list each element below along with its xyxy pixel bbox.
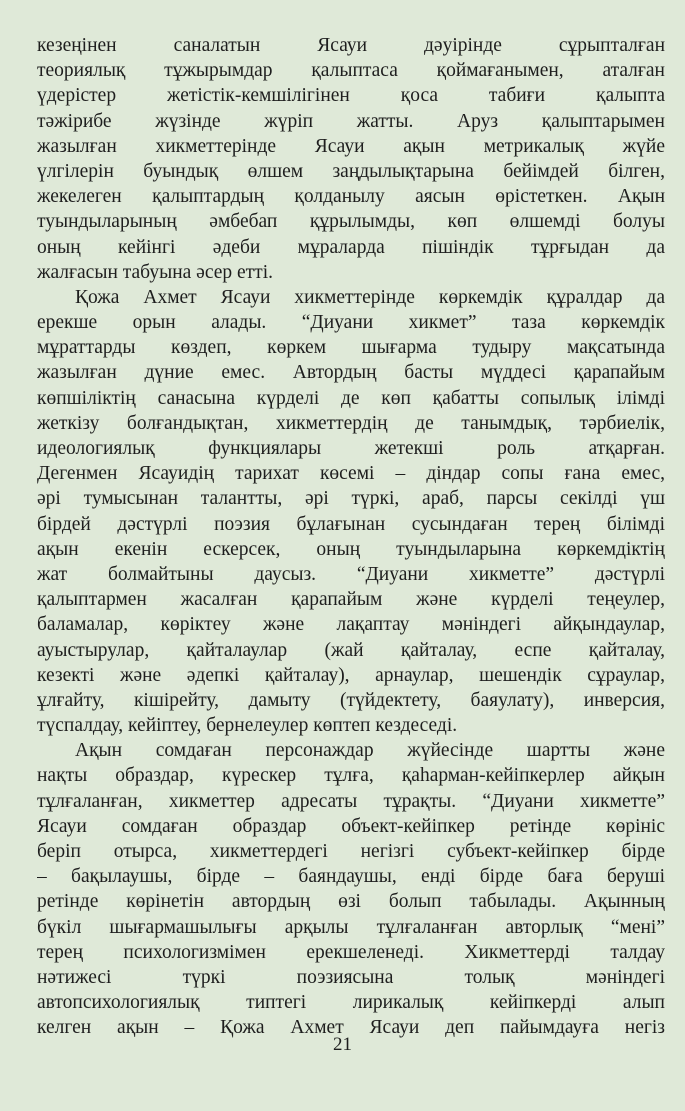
- text-line: бірдей дәстүрлі поэзия бұлағынан сусындаған терең білімді: [37, 513, 665, 535]
- text-line: нәтижесі түркі поэзиясына толық мәніндегі: [37, 966, 665, 988]
- text-line: Дегенмен Ясауидің тарихат көсемі – діндар сопы ғана емес,: [37, 463, 665, 485]
- paragraph: [37, 738, 665, 1040]
- text-line: үлгілерін буындық өлшем заңдылықтарына бейімдей білген,: [37, 160, 665, 182]
- page-number: 21: [333, 1034, 352, 1055]
- text-line: жалғасын табуына әсер етті.: [37, 261, 273, 283]
- text-line: терең психологизмімен ерекшеленеді. Хикметтерді талдау: [37, 941, 665, 963]
- text-line: келген ақын – Қожа Ахмет Ясауи деп пайымдауға негіз: [37, 1017, 665, 1039]
- text-line: нақты образдар, күрескер тұлға, қаһарман-кейіпкерлер айқын: [37, 765, 665, 787]
- text-line: ретінде көрінетін автордың өзі болып табылады. Ақынның: [37, 891, 665, 913]
- text-line: жазылған дүние емес. Автордың басты мүддесі қарапайым: [37, 362, 665, 384]
- text-line: Ақын сомдаған персонаждар жүйесінде шартты және: [75, 740, 665, 762]
- text-line: үдерістер жетістік-кемшілігінен қоса табиғи қалыпта: [37, 85, 665, 107]
- text-line: ерекше орын алады. “Диуани хикмет” таза көркемдік: [37, 312, 665, 334]
- text-line: ауыстырулар, қайталаулар (жай қайталау, еспе қайталау,: [37, 639, 665, 661]
- text-line: оның кейінгі әдеби мұраларда пішіндік тұрғыдан да: [37, 236, 665, 258]
- paragraph: [37, 33, 665, 285]
- text-line: кезекті және әдепкі қайталау), арнаулар, шешендік сұраулар,: [37, 664, 665, 686]
- text-line: тұлғаланған, хикметтер адресаты тұрақты. “Диуани хикметте”: [37, 790, 665, 812]
- text-line: жат болмайтыны даусыз. “Диуани хикметте” дәстүрлі: [37, 563, 665, 585]
- text-line: идеологиялық функциялары жетекші роль атқарған.: [37, 438, 665, 459]
- text-line: жеткізу болғандықтан, хикметтердің де танымдық, тәрбиелік,: [37, 412, 665, 434]
- paragraph: [37, 285, 665, 738]
- page-body: [37, 33, 665, 1041]
- text-line: тәжірибе жүзінде жүріп жатты. Аруз қалыптарымен: [37, 110, 665, 132]
- text-line: бүкіл шығармашылығы арқылы тұлғаланған авторлық “мені”: [37, 916, 665, 938]
- text-line: Ясауи сомдаған образдар объект-кейіпкер ретінде көрініс: [37, 815, 665, 837]
- text-line: беріп отырса, хикметтердегі негізгі субъект-кейіпкер бірде: [37, 841, 665, 862]
- text-line: жекелеген қалыптардың қолданылу аясын өрістеткен. Ақын: [37, 186, 665, 208]
- text-line: баламалар, көріктеу және лақаптау мәніндегі айқындаулар,: [37, 614, 665, 636]
- text-line: ақын екенін ескерсек, оның туындыларына көркемдіктің: [37, 538, 665, 560]
- text-line: – бақылаушы, бірде – баяндаушы, енді бірде баға беруші: [37, 866, 665, 888]
- text-line: туындыларының әмбебап құрылымды, көп өлшемді болуы: [37, 211, 665, 233]
- text-line: кезеңінен саналатын Ясауи дәуірінде сұрыпталған: [37, 35, 665, 56]
- text-line: қалыптармен жасалған қарапайым және күрделі теңеулер,: [37, 589, 665, 611]
- text-line: көпшіліктің санасына күрделі де көп қабатты сопылық ілімді: [37, 387, 665, 409]
- text-line: теориялық тұжырымдар қалыптаса қоймағанымен, аталған: [37, 60, 665, 82]
- text-line: автопсихологиялық типтегі лирикалық кейіпкерді алып: [37, 992, 665, 1014]
- text-line: мұраттарды көздеп, көркем шығарма тудыру мақсатында: [37, 337, 665, 359]
- text-line: жазылған хикметтерінде Ясауи ақын метрикалық жүйе: [37, 135, 665, 157]
- text-line: ұлғайту, кішірейту, дамыту (түйдектету, баяулату), инверсия,: [37, 689, 665, 711]
- text-line: Қожа Ахмет Ясауи хикметтерінде көркемдік құралдар да: [75, 286, 665, 308]
- text-line: түспалдау, кейіптеу, бернелеулер көптеп кездеседі.: [37, 715, 458, 737]
- text-line: әрі тумысынан талантты, әрі түркі, араб, парсы секілді үш: [37, 488, 665, 510]
